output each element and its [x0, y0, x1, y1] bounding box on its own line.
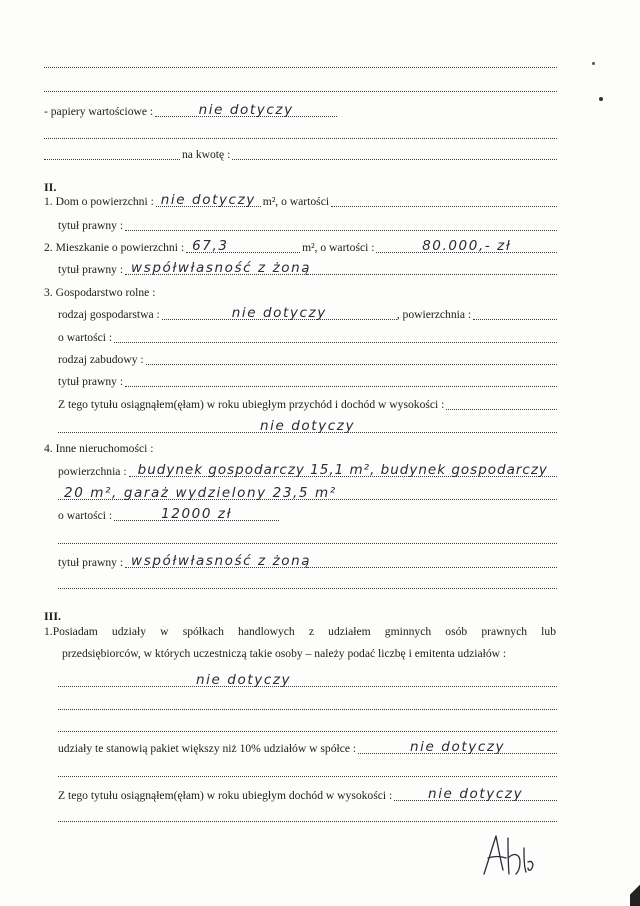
- farm-title-row: [58, 374, 557, 390]
- other-title-label: tytuł prawny :: [58, 556, 124, 569]
- farm-income-value-row: [58, 420, 557, 436]
- house-row: [44, 194, 557, 210]
- other-area-row: [58, 464, 557, 480]
- empty-line: [58, 531, 557, 547]
- empty-line: [58, 576, 557, 592]
- securities-row: [44, 104, 557, 120]
- other-value-label: o wartości :: [58, 509, 113, 522]
- farm-heading-row: [44, 285, 557, 301]
- farm-value-row: [58, 330, 557, 346]
- flat-title-label: tytuł prawny :: [58, 263, 124, 276]
- house-value-field[interactable]: [331, 194, 557, 210]
- farm-type-row: [58, 307, 557, 323]
- empty-line: [44, 79, 557, 95]
- other-value[interactable]: 12000 zł: [161, 506, 233, 522]
- amount-label: na kwotę :: [182, 148, 231, 161]
- empty-line: [58, 697, 557, 713]
- house-area-value[interactable]: nie dotyczy: [160, 192, 256, 208]
- package-row: [58, 741, 557, 757]
- farm-value-label: o wartości :: [58, 331, 113, 344]
- empty-line: [58, 764, 557, 780]
- farm-area-label: , powierzchnia :: [396, 308, 472, 321]
- shares-value[interactable]: nie dotyczy: [196, 672, 292, 688]
- house-title-field[interactable]: [125, 218, 557, 234]
- scan-corner: [630, 880, 640, 906]
- other-area-value-2[interactable]: 20 m², garaż wydzielony 23,5 m²: [64, 485, 337, 501]
- other-label: 4. Inne nieruchomości :: [44, 442, 154, 455]
- other-title-value[interactable]: współwłasność z żoną: [131, 553, 312, 569]
- other-value-row: [58, 508, 557, 524]
- house-value-label: m², o wartości: [262, 195, 330, 208]
- flat-row: [44, 240, 557, 256]
- shares-value-row: [58, 674, 557, 690]
- farm-buildings-label: rodzaj zabudowy :: [58, 353, 144, 366]
- house-title-label: tytuł prawny :: [58, 219, 124, 232]
- section-heading-2: II.: [44, 180, 57, 194]
- farm-label: 3. Gospodarstwo rolne :: [44, 286, 156, 299]
- farm-income-label: Z tego tytułu osiągnąłem(ęłam) w roku ubiegłym przychód i dochód w wysokości :: [58, 398, 445, 411]
- flat-area-value[interactable]: 67,3: [192, 238, 229, 254]
- amount-row: [44, 147, 557, 163]
- house-label: 1. Dom o powierzchni :: [44, 195, 154, 208]
- farm-type-label: rodzaj gospodarstwa :: [58, 308, 160, 321]
- flat-value[interactable]: 80.000,- zł: [422, 238, 512, 254]
- farm-title-field[interactable]: [125, 374, 557, 390]
- package-label: udziały te stanowią pakiet większy niż 10% udziałów w spółce :: [58, 742, 357, 755]
- farm-title-label: tytuł prawny :: [58, 375, 124, 388]
- other-title-row: [58, 555, 557, 571]
- farm-income-value[interactable]: nie dotyczy: [259, 418, 356, 434]
- farm-type-value[interactable]: nie dotyczy: [231, 305, 327, 321]
- other-area-label: powierzchnia :: [58, 465, 127, 478]
- other-heading-row: [44, 441, 557, 457]
- empty-line: [58, 719, 557, 735]
- empty-line: [44, 55, 557, 71]
- farm-value-field[interactable]: [114, 330, 557, 346]
- signature-initials: [478, 828, 538, 880]
- flat-title-row: [58, 262, 557, 278]
- farm-income-row: [58, 397, 557, 413]
- farm-buildings-field[interactable]: [146, 352, 557, 368]
- securities-value[interactable]: nie dotyczy: [198, 102, 294, 118]
- shares-text-1: 1.Posiadam udziały w spółkach handlowych z udziałem gminnych osób prawnych lub: [44, 625, 556, 638]
- farm-area-field[interactable]: [473, 307, 557, 323]
- securities-label: - papiery wartościowe :: [44, 105, 154, 118]
- amount-field[interactable]: [232, 147, 557, 163]
- income-label: Z tego tytułu osiągnąłem(ęłam) w roku ubiegłym dochód w wysokości :: [58, 789, 393, 802]
- empty-line: [58, 809, 557, 825]
- package-value[interactable]: nie dotyczy: [410, 739, 506, 755]
- flat-value-label: m², o wartości :: [302, 241, 375, 254]
- empty-line: [44, 126, 557, 142]
- section-heading-3: III.: [44, 609, 62, 623]
- house-title-row: [58, 218, 557, 234]
- income-row: [58, 788, 557, 804]
- flat-label: 2. Mieszkanie o powierzchni :: [44, 241, 185, 254]
- shares-text-2: przedsiębiorców, w których uczestniczą takie osoby – należy podać liczbę i emitenta udziałów :: [62, 647, 507, 660]
- other-area-row-2: [58, 487, 557, 503]
- other-area-value-1[interactable]: budynek gospodarczy 15,1 m², budynek gospodarczy: [137, 462, 548, 478]
- scan-speck: [592, 62, 595, 65]
- farm-buildings-row: [58, 352, 557, 368]
- scan-speck: [599, 97, 603, 101]
- flat-title-value[interactable]: współwłasność z żoną: [131, 260, 312, 276]
- income-value[interactable]: nie dotyczy: [428, 786, 524, 802]
